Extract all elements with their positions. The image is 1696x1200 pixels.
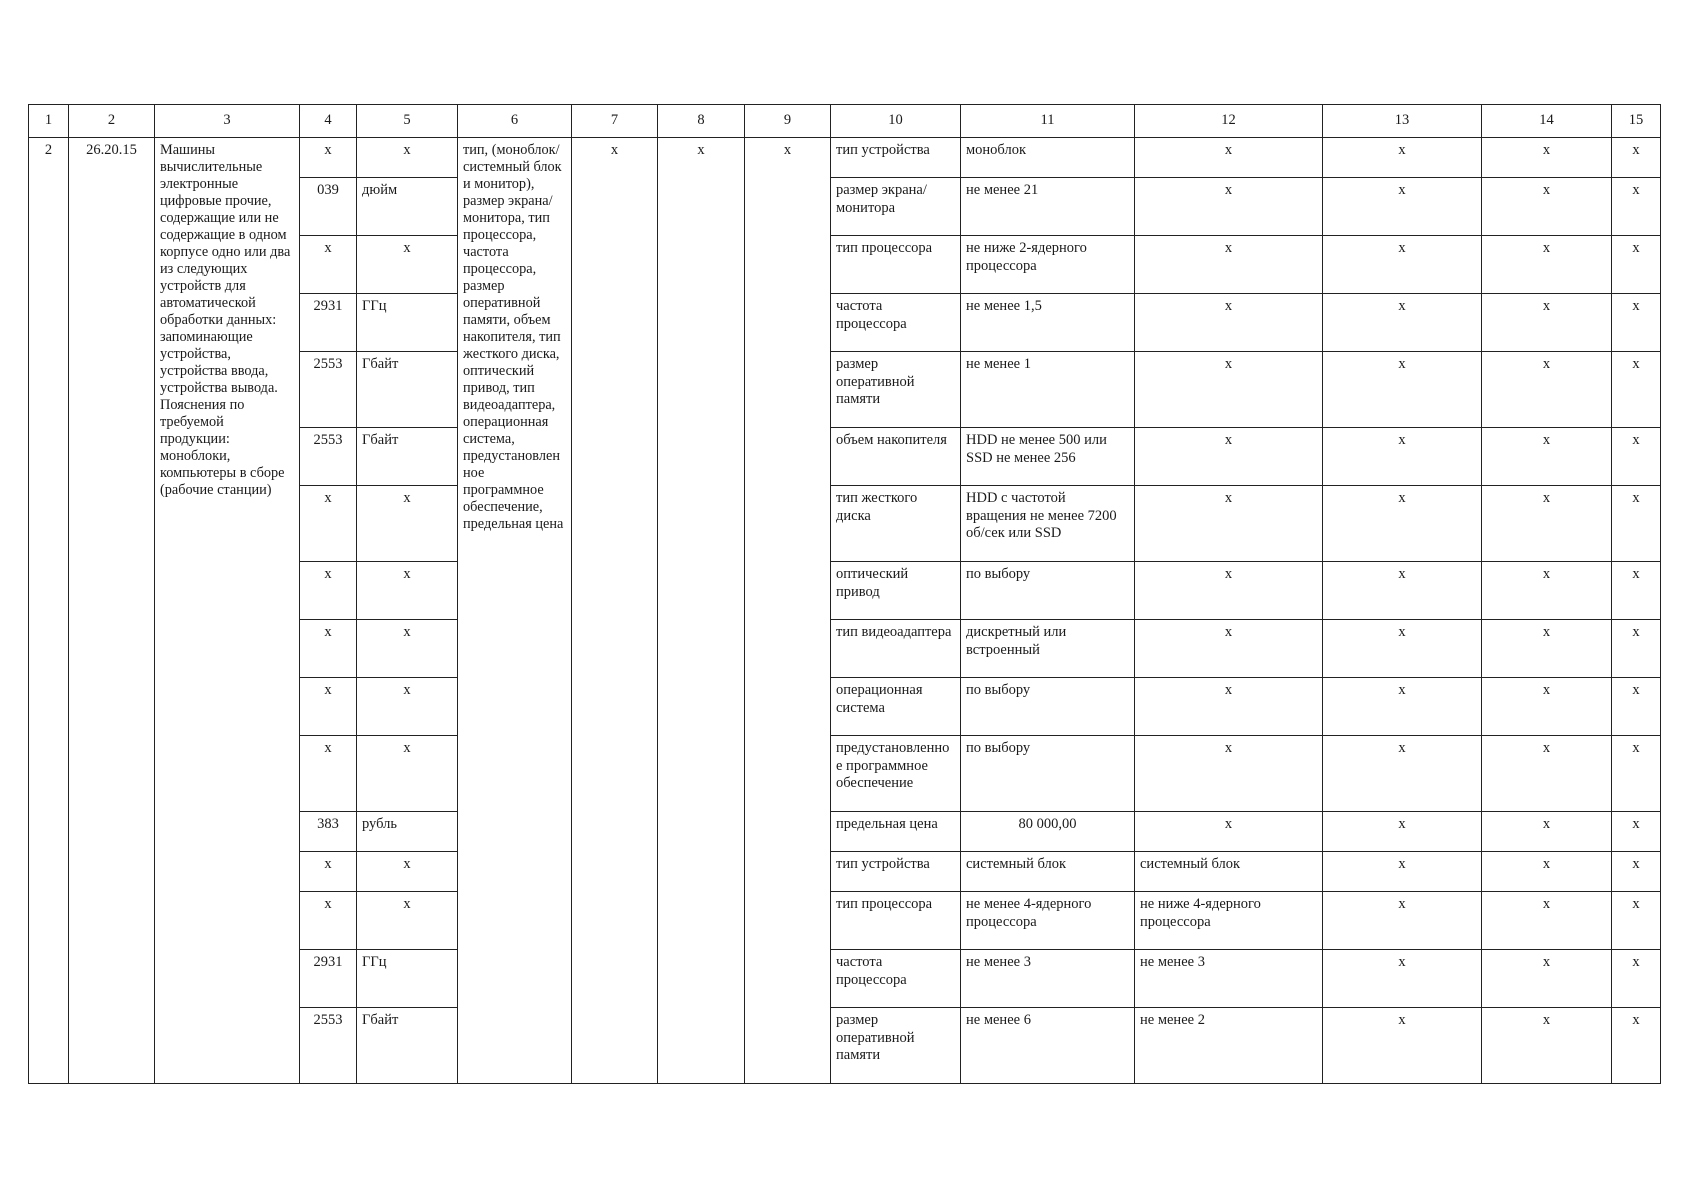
value-col12: x xyxy=(1135,562,1323,620)
value-col12: x xyxy=(1135,812,1323,852)
unit-name: рубль xyxy=(357,812,458,852)
characteristic-name: операционная система xyxy=(831,678,961,736)
value-col14: x xyxy=(1482,562,1612,620)
characteristic-name: тип жесткого диска xyxy=(831,486,961,562)
col7-value: x xyxy=(572,138,658,1084)
header-cell: 7 xyxy=(572,105,658,138)
value-col11: HDD с частотой вращения не менее 7200 об/сек или SSD xyxy=(961,486,1135,562)
value-col14: x xyxy=(1482,294,1612,352)
value-col14: x xyxy=(1482,852,1612,892)
okei-code: 2931 xyxy=(300,294,357,352)
value-col12: не ниже 4-ядерного процессора xyxy=(1135,892,1323,950)
header-cell: 14 xyxy=(1482,105,1612,138)
value-col11: не менее 21 xyxy=(961,178,1135,236)
value-col13: x xyxy=(1323,178,1482,236)
okei-code: x xyxy=(300,736,357,812)
characteristic-name: размер экрана/монитора xyxy=(831,178,961,236)
value-col14: x xyxy=(1482,736,1612,812)
unit-name: x xyxy=(357,852,458,892)
value-col13: x xyxy=(1323,736,1482,812)
value-col15: x xyxy=(1612,1008,1661,1084)
value-col14: x xyxy=(1482,138,1612,178)
unit-name: дюйм xyxy=(357,178,458,236)
okei-code: x xyxy=(300,892,357,950)
unit-name: x xyxy=(357,562,458,620)
value-col14: x xyxy=(1482,486,1612,562)
column-number-header xyxy=(29,105,1661,138)
header-cell: 5 xyxy=(357,105,458,138)
characteristic-name: тип процессора xyxy=(831,236,961,294)
value-col12: не менее 2 xyxy=(1135,1008,1323,1084)
document-page xyxy=(28,104,1661,1084)
value-col13: x xyxy=(1323,486,1482,562)
characteristic-name: объем накопителя xyxy=(831,428,961,486)
header-cell: 9 xyxy=(745,105,831,138)
okei-code: x xyxy=(300,486,357,562)
value-col12: x xyxy=(1135,178,1323,236)
value-col11: HDD не менее 500 или SSD не менее 256 xyxy=(961,428,1135,486)
value-col14: x xyxy=(1482,428,1612,486)
unit-name: x xyxy=(357,736,458,812)
value-col14: x xyxy=(1482,812,1612,852)
header-cell: 1 xyxy=(29,105,69,138)
value-col15: x xyxy=(1612,428,1661,486)
unit-name: Гбайт xyxy=(357,1008,458,1084)
value-col14: x xyxy=(1482,950,1612,1008)
unit-name: x xyxy=(357,620,458,678)
unit-name: ГГц xyxy=(357,950,458,1008)
value-col11: не менее 3 xyxy=(961,950,1135,1008)
value-col12: x xyxy=(1135,352,1323,428)
value-col15: x xyxy=(1612,486,1661,562)
value-col12: x xyxy=(1135,428,1323,486)
header-cell: 13 xyxy=(1323,105,1482,138)
header-cell: 12 xyxy=(1135,105,1323,138)
value-col14: x xyxy=(1482,352,1612,428)
value-col15: x xyxy=(1612,678,1661,736)
value-col12: системный блок xyxy=(1135,852,1323,892)
value-col15: x xyxy=(1612,892,1661,950)
value-col11: по выбору xyxy=(961,678,1135,736)
value-col12: x xyxy=(1135,736,1323,812)
okpd-code: 26.20.15 xyxy=(69,138,155,1084)
value-col11: не менее 1 xyxy=(961,352,1135,428)
value-col11: системный блок xyxy=(961,852,1135,892)
okei-code: x xyxy=(300,562,357,620)
value-col15: x xyxy=(1612,138,1661,178)
header-cell: 8 xyxy=(658,105,745,138)
value-col12: x xyxy=(1135,294,1323,352)
row-number: 2 xyxy=(29,138,69,1084)
value-col15: x xyxy=(1612,562,1661,620)
characteristic-name: частота процессора xyxy=(831,950,961,1008)
okei-code: x xyxy=(300,678,357,736)
unit-name: Гбайт xyxy=(357,428,458,486)
product-name: Машины вычислительные электронные цифровые прочие, содержащие или не содержащие в одном корпусе одно или два из следующих устройств для автоматической обработки данных: запоминающие устройства, устройства ввода, устройства вывода. Пояснения по требуемой продукции: моноблоки, компьютеры в сборе (рабочие станции) xyxy=(155,138,300,1084)
characteristic-name: тип устройства xyxy=(831,852,961,892)
value-col11: по выбору xyxy=(961,736,1135,812)
unit-name: x xyxy=(357,486,458,562)
header-cell: 10 xyxy=(831,105,961,138)
value-col13: x xyxy=(1323,812,1482,852)
value-col13: x xyxy=(1323,678,1482,736)
value-col15: x xyxy=(1612,352,1661,428)
value-col15: x xyxy=(1612,852,1661,892)
characteristic-name: оптический привод xyxy=(831,562,961,620)
value-col13: x xyxy=(1323,892,1482,950)
characteristic-name: тип видеоадаптера xyxy=(831,620,961,678)
unit-name: ГГц xyxy=(357,294,458,352)
unit-name: x xyxy=(357,678,458,736)
properties-list: тип, (моноблок/системный блок и монитор), размер экрана/монитора, тип процессора, частота процессора, размер оперативной памяти, объем накопителя, тип жесткого диска, оптический привод, тип видеоадаптера, операционная система, предустановленное программное обеспечение, предельная цена xyxy=(458,138,572,1084)
characteristic-name: размер оперативной памяти xyxy=(831,352,961,428)
header-cell: 6 xyxy=(458,105,572,138)
value-col11: не менее 6 xyxy=(961,1008,1135,1084)
okei-code: x xyxy=(300,236,357,294)
value-col11: не ниже 2-ядерного процессора xyxy=(961,236,1135,294)
characteristic-name: частота процессора xyxy=(831,294,961,352)
value-col13: x xyxy=(1323,950,1482,1008)
characteristic-name: предустановленное программное обеспечение xyxy=(831,736,961,812)
value-col14: x xyxy=(1482,620,1612,678)
value-col13: x xyxy=(1323,620,1482,678)
value-col12: x xyxy=(1135,486,1323,562)
value-col15: x xyxy=(1612,620,1661,678)
value-col13: x xyxy=(1323,1008,1482,1084)
value-col13: x xyxy=(1323,352,1482,428)
unit-name: x xyxy=(357,236,458,294)
value-col11: 80 000,00 xyxy=(961,812,1135,852)
header-cell: 4 xyxy=(300,105,357,138)
value-col13: x xyxy=(1323,562,1482,620)
unit-name: x xyxy=(357,892,458,950)
value-col12: x xyxy=(1135,678,1323,736)
value-col14: x xyxy=(1482,178,1612,236)
value-col14: x xyxy=(1482,678,1612,736)
characteristic-name: тип устройства xyxy=(831,138,961,178)
value-col11: моноблок xyxy=(961,138,1135,178)
value-col15: x xyxy=(1612,950,1661,1008)
value-col12: не менее 3 xyxy=(1135,950,1323,1008)
characteristic-name: размер оперативной памяти xyxy=(831,1008,961,1084)
okei-code: 039 xyxy=(300,178,357,236)
value-col14: x xyxy=(1482,236,1612,294)
value-col11: по выбору xyxy=(961,562,1135,620)
header-cell: 15 xyxy=(1612,105,1661,138)
header-cell: 2 xyxy=(69,105,155,138)
value-col13: x xyxy=(1323,852,1482,892)
value-col12: x xyxy=(1135,138,1323,178)
okei-code: x xyxy=(300,620,357,678)
okei-code: 383 xyxy=(300,812,357,852)
value-col15: x xyxy=(1612,236,1661,294)
value-col12: x xyxy=(1135,620,1323,678)
header-cell: 11 xyxy=(961,105,1135,138)
value-col15: x xyxy=(1612,812,1661,852)
okei-code: x xyxy=(300,138,357,178)
characteristic-name: тип процессора xyxy=(831,892,961,950)
value-col13: x xyxy=(1323,428,1482,486)
table-row xyxy=(29,138,1661,178)
okei-code: 2553 xyxy=(300,1008,357,1084)
value-col14: x xyxy=(1482,1008,1612,1084)
value-col11: не менее 1,5 xyxy=(961,294,1135,352)
header-cell: 3 xyxy=(155,105,300,138)
value-col13: x xyxy=(1323,138,1482,178)
okei-code: 2553 xyxy=(300,428,357,486)
value-col13: x xyxy=(1323,294,1482,352)
value-col11: дискретный или встроенный xyxy=(961,620,1135,678)
value-col11: не менее 4-ядерного процессора xyxy=(961,892,1135,950)
requirements-table xyxy=(28,104,1661,1084)
value-col13: x xyxy=(1323,236,1482,294)
characteristic-name: предельная цена xyxy=(831,812,961,852)
value-col14: x xyxy=(1482,892,1612,950)
okei-code: 2931 xyxy=(300,950,357,1008)
col8-value: x xyxy=(658,138,745,1084)
value-col12: x xyxy=(1135,236,1323,294)
value-col15: x xyxy=(1612,294,1661,352)
okei-code: x xyxy=(300,852,357,892)
value-col15: x xyxy=(1612,178,1661,236)
unit-name: Гбайт xyxy=(357,352,458,428)
unit-name: x xyxy=(357,138,458,178)
col9-value: x xyxy=(745,138,831,1084)
okei-code: 2553 xyxy=(300,352,357,428)
value-col15: x xyxy=(1612,736,1661,812)
